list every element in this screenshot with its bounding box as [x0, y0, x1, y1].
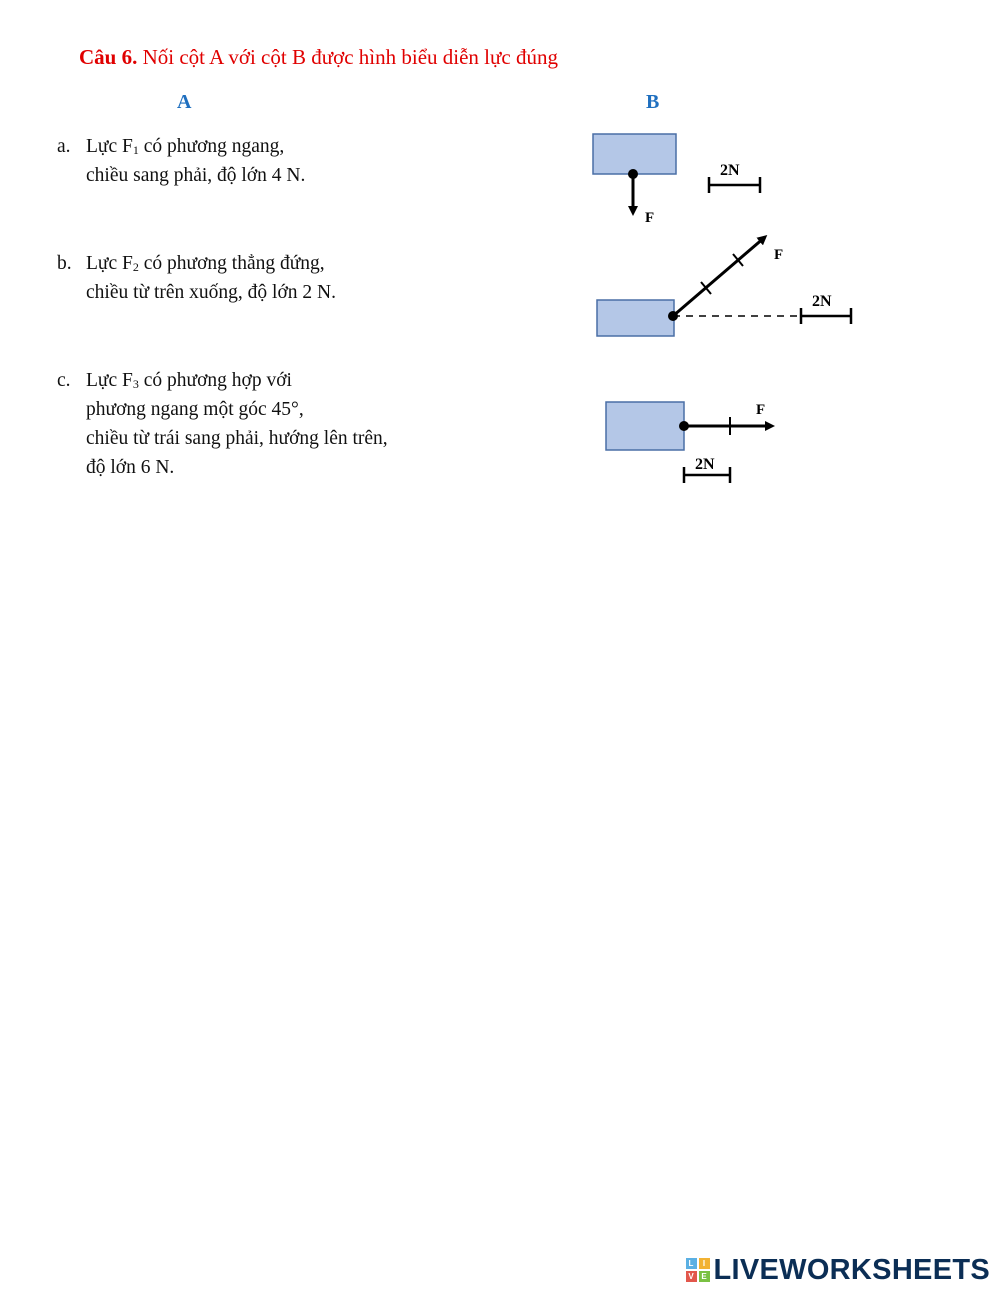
force-label: F — [774, 247, 784, 263]
item-line-2: chiều sang phải, độ lớn 4 N. — [86, 165, 306, 186]
figure-1[interactable] — [593, 134, 760, 226]
scale-label: 2N — [695, 456, 715, 473]
application-point — [679, 421, 689, 431]
question-text: Nối cột A với cột B được hình biểu diễn lực đúng — [142, 45, 558, 69]
block — [597, 300, 674, 336]
column-a-heading: A — [177, 91, 192, 113]
item-line-2: phương ngang một góc 45°, — [86, 399, 304, 420]
logo-squares-icon: L I V E — [686, 1258, 710, 1282]
item-line-1: Lực $F_2$ có phương thẳng đứng, — [86, 253, 325, 274]
item-line-3: chiều từ trái sang phải, hướng lên trên, — [86, 428, 388, 449]
item-letter: a. — [57, 136, 71, 157]
item-line-1: Lực $F_1$ có phương ngang, — [86, 136, 285, 157]
liveworksheets-logo — [686, 1253, 991, 1287]
question-number: Câu 6. — [79, 45, 138, 69]
scale-label: 2N — [812, 293, 832, 310]
item-letter: b. — [57, 253, 72, 274]
scale-bar — [709, 177, 760, 193]
logo-text: LIVEWORKSHEETS — [713, 1253, 990, 1286]
scale-bar — [801, 308, 851, 324]
block — [606, 402, 684, 450]
force-diagrams — [0, 0, 1000, 560]
item-letter: c. — [57, 370, 71, 391]
figure-3[interactable] — [606, 402, 772, 483]
application-point — [668, 311, 678, 321]
block — [593, 134, 676, 174]
force-arrow — [673, 237, 765, 316]
item-line-4: độ lớn 6 N. — [86, 457, 175, 478]
column-b-heading: B — [646, 91, 660, 113]
figure-2[interactable] — [597, 237, 851, 336]
force-label: F — [645, 210, 655, 226]
item-line-2: chiều từ trên xuống, độ lớn 2 N. — [86, 282, 336, 303]
item-line-1: Lực $F_3$ có phương hợp với — [86, 370, 292, 391]
scale-label: 2N — [720, 162, 740, 179]
force-label: F — [756, 402, 766, 418]
